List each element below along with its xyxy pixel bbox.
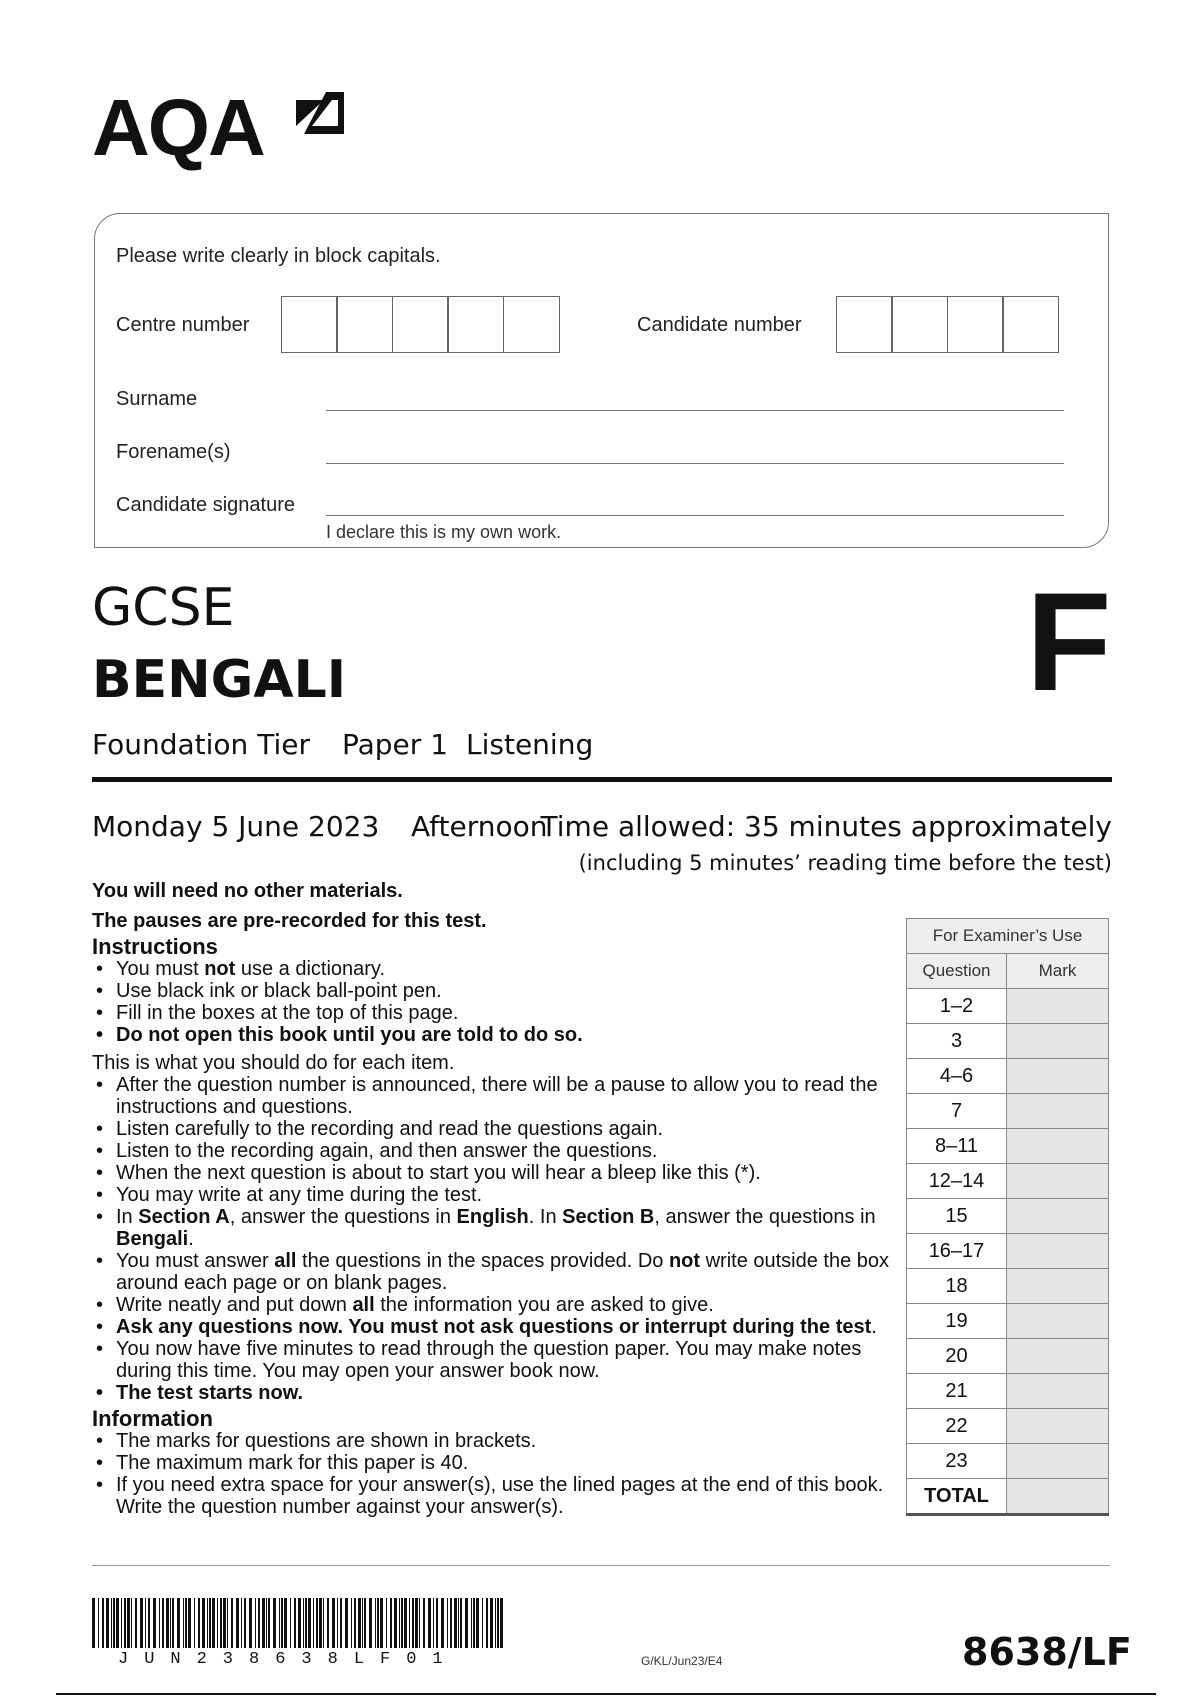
item-intro: This is what you should do for each item. [92, 1052, 455, 1074]
question-number-cell: 20 [907, 1339, 1007, 1374]
title-divider [92, 777, 1112, 782]
qualification-title: GCSE [92, 578, 235, 638]
table-row [907, 1094, 1109, 1129]
footer-divider [92, 1565, 1110, 1566]
mark-cell[interactable] [1007, 989, 1109, 1024]
forename-label: Forename(s) [116, 441, 231, 463]
exam-session: Afternoon [411, 810, 548, 843]
mark-cell[interactable] [1007, 1234, 1109, 1269]
pauses-line: The pauses are pre-recorded for this test. [92, 910, 487, 932]
signature-label: Candidate signature [116, 494, 296, 516]
instructions-heading: Instructions [92, 934, 218, 959]
question-number-cell: 19 [907, 1304, 1007, 1339]
total-mark-cell[interactable] [1007, 1479, 1109, 1515]
list-item: • If you need extra space for your answer(s), use the lined pages at the end of this book. Write the question number against your answer(s). [92, 1474, 892, 1518]
mark-cell[interactable] [1007, 1059, 1109, 1094]
table-row [907, 1269, 1109, 1304]
question-column-header: Question [907, 954, 1007, 989]
mark-cell[interactable] [1007, 1164, 1109, 1199]
list-item: • The maximum mark for this paper is 40. [92, 1452, 892, 1474]
time-allowed-note: (including 5 minutes’ reading time before the test) [578, 851, 1112, 875]
list-item: • You must not use a dictionary. [92, 958, 892, 980]
information-list [92, 1430, 892, 1518]
question-number-cell: 7 [907, 1094, 1007, 1129]
mark-cell[interactable] [1007, 1339, 1109, 1374]
mark-cell[interactable] [1007, 1374, 1109, 1409]
mark-cell[interactable] [1007, 1024, 1109, 1059]
list-item: • Ask any questions now. You must not ask questions or interrupt during the test. [92, 1316, 892, 1338]
forename-field[interactable] [326, 463, 1064, 464]
list-item: • Do not open this book until you are told to do so. [92, 1024, 892, 1046]
table-row [907, 1304, 1109, 1339]
list-item: • In Section A, answer the questions in English. In Section B, answer the questions in Bengali. [92, 1206, 892, 1250]
list-item: • The test starts now. [92, 1382, 892, 1404]
candidate-number-box[interactable] [1002, 296, 1059, 353]
logo-text: AQA [92, 83, 264, 172]
candidate-number-boxes[interactable] [837, 296, 1059, 353]
question-number-cell: 22 [907, 1409, 1007, 1444]
declaration-text: I declare this is my own work. [326, 522, 562, 542]
centre-number-box[interactable] [392, 296, 449, 353]
component-label: Listening [466, 728, 594, 761]
mark-cell[interactable] [1007, 1269, 1109, 1304]
list-item: • Write neatly and put down all the information you are asked to give. [92, 1294, 892, 1316]
mark-cell[interactable] [1007, 1409, 1109, 1444]
exam-date: Monday 5 June 2023 [92, 810, 380, 843]
table-row [907, 1339, 1109, 1374]
steps-list [92, 1074, 892, 1404]
list-item: • You now have five minutes to read through the question paper. You may make notes during this time. You may open your answer book now. [92, 1338, 892, 1382]
question-number-cell: 15 [907, 1199, 1007, 1234]
total-label: TOTAL [907, 1479, 1007, 1515]
centre-number-box[interactable] [447, 296, 504, 353]
examiner-table-title: For Examiner’s Use [907, 919, 1109, 954]
mark-cell[interactable] [1007, 1444, 1109, 1479]
list-item: • After the question number is announced, there will be a pause to allow you to read the instructions and questions. [92, 1074, 892, 1118]
table-row [907, 1409, 1109, 1444]
candidate-number-box[interactable] [891, 296, 948, 353]
question-number-cell: 23 [907, 1444, 1007, 1479]
centre-number-label: Centre number [116, 314, 250, 336]
candidate-number-box[interactable] [947, 296, 1004, 353]
list-item: • Listen to the recording again, and then answer the questions. [92, 1140, 892, 1162]
instructions-list [92, 958, 892, 1046]
mark-cell[interactable] [1007, 1129, 1109, 1164]
mark-column-header: Mark [1007, 954, 1109, 989]
centre-number-boxes[interactable] [282, 296, 560, 353]
information-heading: Information [92, 1406, 213, 1431]
barcode-text: JUN238638LF01 [118, 1650, 459, 1669]
table-row [907, 1059, 1109, 1094]
logo-leaf-icon [292, 90, 348, 148]
time-allowed: Time allowed: 35 minutes approximately [540, 810, 1112, 843]
table-row [907, 1164, 1109, 1199]
block-capitals-instruction: Please write clearly in block capitals. [116, 245, 441, 267]
table-row [907, 1199, 1109, 1234]
mark-cell[interactable] [1007, 1094, 1109, 1129]
table-row [907, 1024, 1109, 1059]
list-item: • Use black ink or black ball-point pen. [92, 980, 892, 1002]
table-row [907, 1444, 1109, 1479]
mark-cell[interactable] [1007, 1199, 1109, 1234]
question-number-cell: 21 [907, 1374, 1007, 1409]
tier-letter: F [1026, 563, 1112, 720]
question-number-cell: 4–6 [907, 1059, 1007, 1094]
table-row [907, 989, 1109, 1024]
centre-number-box[interactable] [503, 296, 560, 353]
question-number-cell: 8–11 [907, 1129, 1007, 1164]
table-row [907, 1374, 1109, 1409]
question-number-cell: 12–14 [907, 1164, 1007, 1199]
list-item: • You may write at any time during the test. [92, 1184, 892, 1206]
question-number-cell: 1–2 [907, 989, 1007, 1024]
examiner-marks-table [906, 918, 1109, 1516]
list-item: • Listen carefully to the recording and read the questions again. [92, 1118, 892, 1140]
instructions-block [92, 880, 892, 1518]
centre-number-box[interactable] [281, 296, 338, 353]
paper-code: 8638/LF [962, 1630, 1132, 1674]
table-row [907, 1234, 1109, 1269]
list-item: • The marks for questions are shown in brackets. [92, 1430, 892, 1452]
tier-label: Foundation Tier [92, 728, 310, 761]
subject-title: BENGALI [92, 650, 347, 710]
surname-field[interactable] [326, 410, 1064, 411]
materials-line: You will need no other materials. [92, 880, 403, 902]
page-bottom-rule [56, 1693, 1156, 1695]
examiner-table-body [907, 989, 1109, 1479]
list-item: • When the next question is about to start you will hear a bleep like this (*). [92, 1162, 892, 1184]
table-row [907, 1129, 1109, 1164]
question-number-cell: 18 [907, 1269, 1007, 1304]
centre-number-box[interactable] [336, 296, 393, 353]
candidate-number-label: Candidate number [637, 314, 802, 336]
signature-field[interactable] [326, 515, 1064, 516]
candidate-number-box[interactable] [836, 296, 893, 353]
surname-label: Surname [116, 388, 198, 410]
list-item: • You must answer all the questions in the spaces provided. Do not write outside the box around each page or on blank pages. [92, 1250, 892, 1294]
list-item: • Fill in the boxes at the top of this page. [92, 1002, 892, 1024]
aqa-logo [92, 83, 264, 172]
mark-cell[interactable] [1007, 1304, 1109, 1339]
total-row [907, 1479, 1109, 1515]
paper-label: Paper 1 [342, 728, 449, 761]
question-number-cell: 16–17 [907, 1234, 1007, 1269]
paper-reference: G/KL/Jun23/E4 [641, 1654, 723, 1668]
question-number-cell: 3 [907, 1024, 1007, 1059]
barcode-icon [92, 1598, 504, 1648]
